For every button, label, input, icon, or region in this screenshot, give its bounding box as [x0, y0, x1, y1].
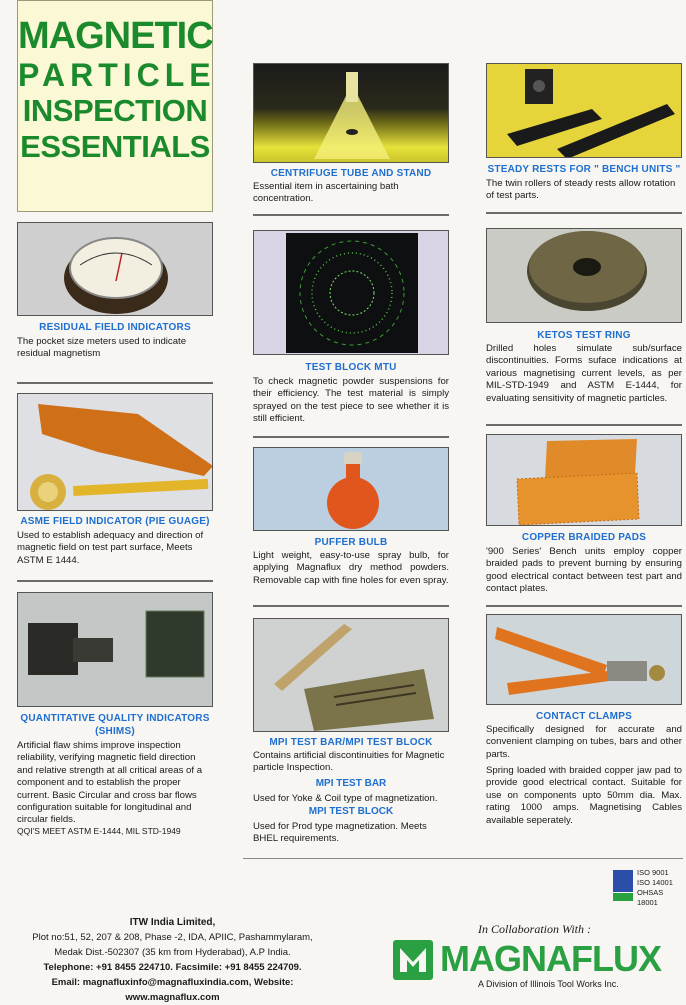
mpi-photo — [253, 618, 449, 732]
test-block-text: To check magnetic powder suspensions for their efficiency. The test material is simply sprayed on the test piece to see whether it is still efficient. — [253, 376, 449, 425]
residual-meter-image — [18, 223, 213, 316]
iso-certifications — [637, 868, 686, 908]
test-block-image — [254, 231, 449, 355]
qqi-note: QQI'S MEET ASTM E-1444, MIL STD-1949 — [17, 826, 181, 836]
email-website: Email: magnafluxinfo@magnafluxindia.com, Website: www.magnaflux.com — [51, 977, 294, 1003]
divider — [253, 605, 449, 607]
centrifuge-caption: CENTRIFUGE TUBE AND STAND — [270, 168, 432, 179]
divider — [486, 605, 682, 607]
ketos-ring-image — [487, 229, 682, 323]
bottom-divider — [243, 858, 683, 859]
qqi-photo — [17, 592, 213, 707]
centrifuge-image — [254, 64, 449, 163]
steady-rests-text: The twin rollers of steady rests allow rotation of test parts. — [486, 178, 676, 202]
qqi-caption-shims: (SHIMS) — [95, 726, 135, 737]
contact-clamps-image — [487, 615, 682, 705]
iso-badge-strip — [613, 893, 633, 901]
asme-indicator-image — [18, 394, 213, 511]
qqi-text: Artificial flaw shims improve inspection reliability, verifying magnetic field direction and relative strength at all critical areas of a component and to establish the proper current. Basic Circular and cross bar flows configuration suitable for longitudinal and circular fields. — [17, 740, 203, 826]
clamps-caption: CONTACT CLAMPS — [536, 711, 632, 722]
steady-rests-caption: STEADY RESTS FOR " BENCH UNITS " — [487, 164, 681, 175]
puffer-photo — [253, 447, 449, 531]
clamps-photo — [486, 614, 682, 705]
ketos-photo — [486, 228, 682, 323]
copper-photo — [486, 434, 682, 526]
puffer-bulb-image — [254, 448, 449, 531]
steady-rests-image — [487, 64, 682, 158]
clamps-text-1: Specifically designed for accurate and convenient clamping on tubes, bars and other parts. — [486, 724, 682, 760]
iso-14001: ISO 14001 — [637, 878, 673, 887]
qqi-image — [18, 593, 213, 707]
test-block-photo — [253, 230, 449, 355]
magnaflux-logo: MAGNAFLUX — [440, 938, 661, 979]
mpi-block-caption: MPI TEST BLOCK — [308, 806, 394, 817]
magnaflux-logo-icon — [393, 940, 433, 980]
collaboration-label: In Collaboration With : — [478, 922, 592, 936]
title-line-4: ESSENTIALS — [20, 129, 210, 164]
qqi-caption: QUANTITATIVE QUALITY INDICATORS — [20, 713, 210, 724]
company-name: ITW India Limited, — [129, 917, 216, 928]
mpi-text: Contains artificial discontinuities for Magnetic particle Inspection. — [253, 750, 445, 774]
address-line-2: Medak Dist.-502307 (35 km from Hyderabad), A.P India. — [54, 947, 291, 958]
divider — [486, 212, 682, 214]
divider — [253, 214, 449, 216]
copper-pads-image — [487, 435, 682, 526]
mpi-test-bar-image — [254, 619, 449, 732]
residual-caption: RESIDUAL FIELD INDICATORS — [39, 322, 191, 333]
title-line-3: INSPECTION — [22, 93, 208, 128]
asme-photo — [17, 393, 213, 511]
divider — [486, 424, 682, 426]
mpi-bar-text: Used for Yoke & Coil type of magnetization. — [253, 793, 438, 804]
telephone: Telephone: +91 8455 224710. Facsimile: +91 8455 224709. — [43, 962, 302, 973]
footer-address — [10, 915, 335, 1005]
centrifuge-text: Essential item in ascertaining bath concentration. — [253, 181, 399, 205]
divider — [253, 436, 449, 438]
mpi-block-text: Used for Prod type magnetization. Meets BHEL requirements. — [253, 821, 427, 845]
title-line-2: PARTICLE — [18, 57, 216, 93]
iso-9001: ISO 9001 — [637, 868, 669, 877]
mpi-bar-caption: MPI TEST BAR — [315, 778, 387, 789]
ohsas-18001: OHSAS 18001 — [637, 888, 664, 907]
copper-caption: COPPER BRAIDED PADS — [521, 532, 647, 543]
residual-text: The pocket size meters used to indicate residual magnetism — [17, 336, 187, 360]
steady-rests-photo — [486, 63, 682, 158]
ketos-caption: KETOS TEST RING — [537, 330, 631, 341]
title-line-1: MAGNETIC — [18, 15, 213, 57]
divider — [17, 580, 213, 582]
title-box — [17, 0, 216, 212]
copper-text: '900 Series' Bench units employ copper braided pads to prevent burning by ensuring good electrical contact between test part and contact plates. — [486, 546, 682, 595]
iso-badge-icon — [613, 870, 633, 892]
ketos-text: Drilled holes simulate sub/surface discontinuities. Forms suface indications at various magnetising current levels, as per MIL-STD-1949 and ASTM E-1444, for evaluating sensitivity of magnetic particles. — [486, 343, 682, 404]
puffer-caption: PUFFER BULB — [314, 537, 388, 548]
address-line-1: Plot no:51, 52, 207 & 208, Phase -2, IDA, APIIC, Pashammylaram, — [32, 932, 313, 943]
residual-photo — [17, 222, 213, 316]
test-block-caption: TEST BLOCK MTU — [305, 362, 397, 373]
puffer-text: Light weight, easy-to-use spray bulb, for applying Magnaflux dry method powders. Removable cap with fine holes for even spray. — [253, 550, 449, 586]
asme-caption: ASME FIELD INDICATOR (PIE GUAGE) — [20, 516, 210, 527]
division-text: A Division of Illinois Tool Works Inc. — [478, 979, 619, 989]
divider — [17, 382, 213, 384]
centrifuge-photo — [253, 63, 449, 163]
clamps-text-2: Spring loaded with braided copper jaw pad to provide good electrical contact. Suitable for use on components upto 50mm dia. Max. rating 1000 amps. Magnetising Cables available seperately. — [486, 765, 682, 826]
mpi-caption: MPI TEST BAR/MPI TEST BLOCK — [269, 737, 433, 748]
asme-text: Used to establish adequacy and direction of magnetic field on test part surface, Meets ASTM E 1444. — [17, 530, 204, 566]
